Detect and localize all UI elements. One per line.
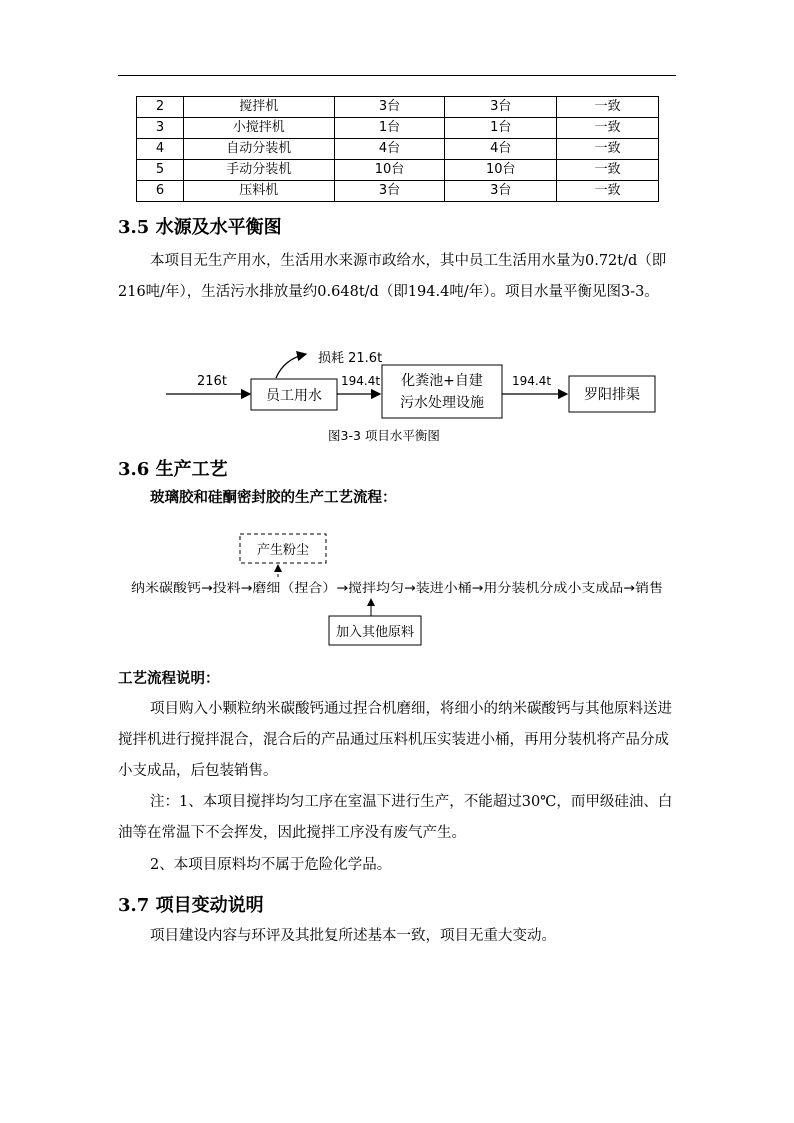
section-heading-3-7: 3.7 项目变动说明 — [118, 895, 264, 916]
cell-status: 一致 — [557, 118, 659, 139]
table-row — [137, 118, 659, 139]
cell-actual: 1台 — [445, 118, 557, 139]
figure-caption: 图3-3 项目水平衡图 — [328, 428, 440, 443]
table-row — [137, 97, 659, 118]
process-chain: 纳米碳酸钙→投料→磨细（捏合）→搅拌均匀→装进小桶→用分装机分成小支成品→销售 — [131, 580, 663, 595]
process-note-1: 注：1、本项目搅拌均匀工序在室温下进行生产，不能超过30℃，而甲级硅油、白油等在常温下不会挥发，因此搅拌工序没有废气产生。 — [118, 794, 673, 841]
process-subheading: 玻璃胶和硅酮密封胶的生产工艺流程： — [150, 489, 397, 506]
cell-no: 6 — [137, 181, 184, 202]
section-heading-3-5: 3.5 水源及水平衡图 — [118, 217, 282, 238]
cell-planned: 1台 — [334, 118, 445, 139]
table-row — [137, 181, 659, 202]
cell-name: 搅拌机 — [183, 97, 334, 118]
water-balance-diagram — [160, 345, 670, 425]
cell-no: 4 — [137, 139, 184, 160]
cell-name: 压料机 — [183, 181, 334, 202]
section-3-5-body: 本项目无生产用水，生活用水来源市政给水，其中员工生活用水量为0.72t/d（即216吨/年），生活污水排放量约0.648t/d（即194.4吨/年）。项目水量平衡见图3-3。 — [118, 253, 667, 300]
cell-name: 自动分装机 — [183, 139, 334, 160]
header-rule — [118, 75, 676, 76]
cell-no: 3 — [137, 118, 184, 139]
treatment-label-2: 污水处理设施 — [400, 395, 484, 411]
cell-planned: 10台 — [334, 160, 445, 181]
table-row — [137, 139, 659, 160]
dust-label: 产生粉尘 — [256, 543, 310, 558]
discharge-label: 罗阳排渠 — [584, 387, 640, 403]
cell-no: 2 — [137, 97, 184, 118]
flow-label-2: 194.4t — [512, 374, 552, 388]
cell-planned: 4台 — [334, 139, 445, 160]
cell-status: 一致 — [557, 97, 659, 118]
process-note-2: 2、本项目原料均不属于危险化学品。 — [150, 857, 392, 873]
cell-actual: 3台 — [445, 97, 557, 118]
cell-actual: 3台 — [445, 181, 557, 202]
process-desc-body: 项目购入小颗粒纳米碳酸钙通过捏合机磨细，将细小的纳米碳酸钙与其他原料送进搅拌机进行搅拌混合，混合后的产品通过压料机压实装进小桶，再用分装机将产品分成小支成品，后包装销售。 — [118, 701, 672, 779]
inflow-label: 216t — [197, 374, 227, 389]
cell-actual: 4台 — [445, 139, 557, 160]
cell-status: 一致 — [557, 181, 659, 202]
cell-status: 一致 — [557, 160, 659, 181]
loss-label: 损耗 21.6t — [318, 351, 383, 366]
cell-name: 手动分装机 — [183, 160, 334, 181]
section-heading-3-6: 3.6 生产工艺 — [118, 459, 228, 480]
treatment-label-1: 化粪池+自建 — [401, 373, 483, 389]
cell-name: 小搅拌机 — [183, 118, 334, 139]
section-3-7-body: 项目建设内容与环评及其批复所述基本一致，项目无重大变动。 — [150, 928, 556, 944]
flow-label-1: 194.4t — [341, 374, 381, 388]
cell-planned: 3台 — [334, 181, 445, 202]
cell-status: 一致 — [557, 139, 659, 160]
process-flow-diagram — [125, 525, 675, 650]
other-materials-label: 加入其他原料 — [335, 625, 415, 640]
process-desc-title: 工艺流程说明： — [118, 670, 220, 687]
cell-planned: 3台 — [334, 97, 445, 118]
table-row — [137, 160, 659, 181]
cell-actual: 10台 — [445, 160, 557, 181]
cell-no: 5 — [137, 160, 184, 181]
staff-water-label: 员工用水 — [266, 388, 322, 404]
equipment-table — [136, 96, 659, 202]
